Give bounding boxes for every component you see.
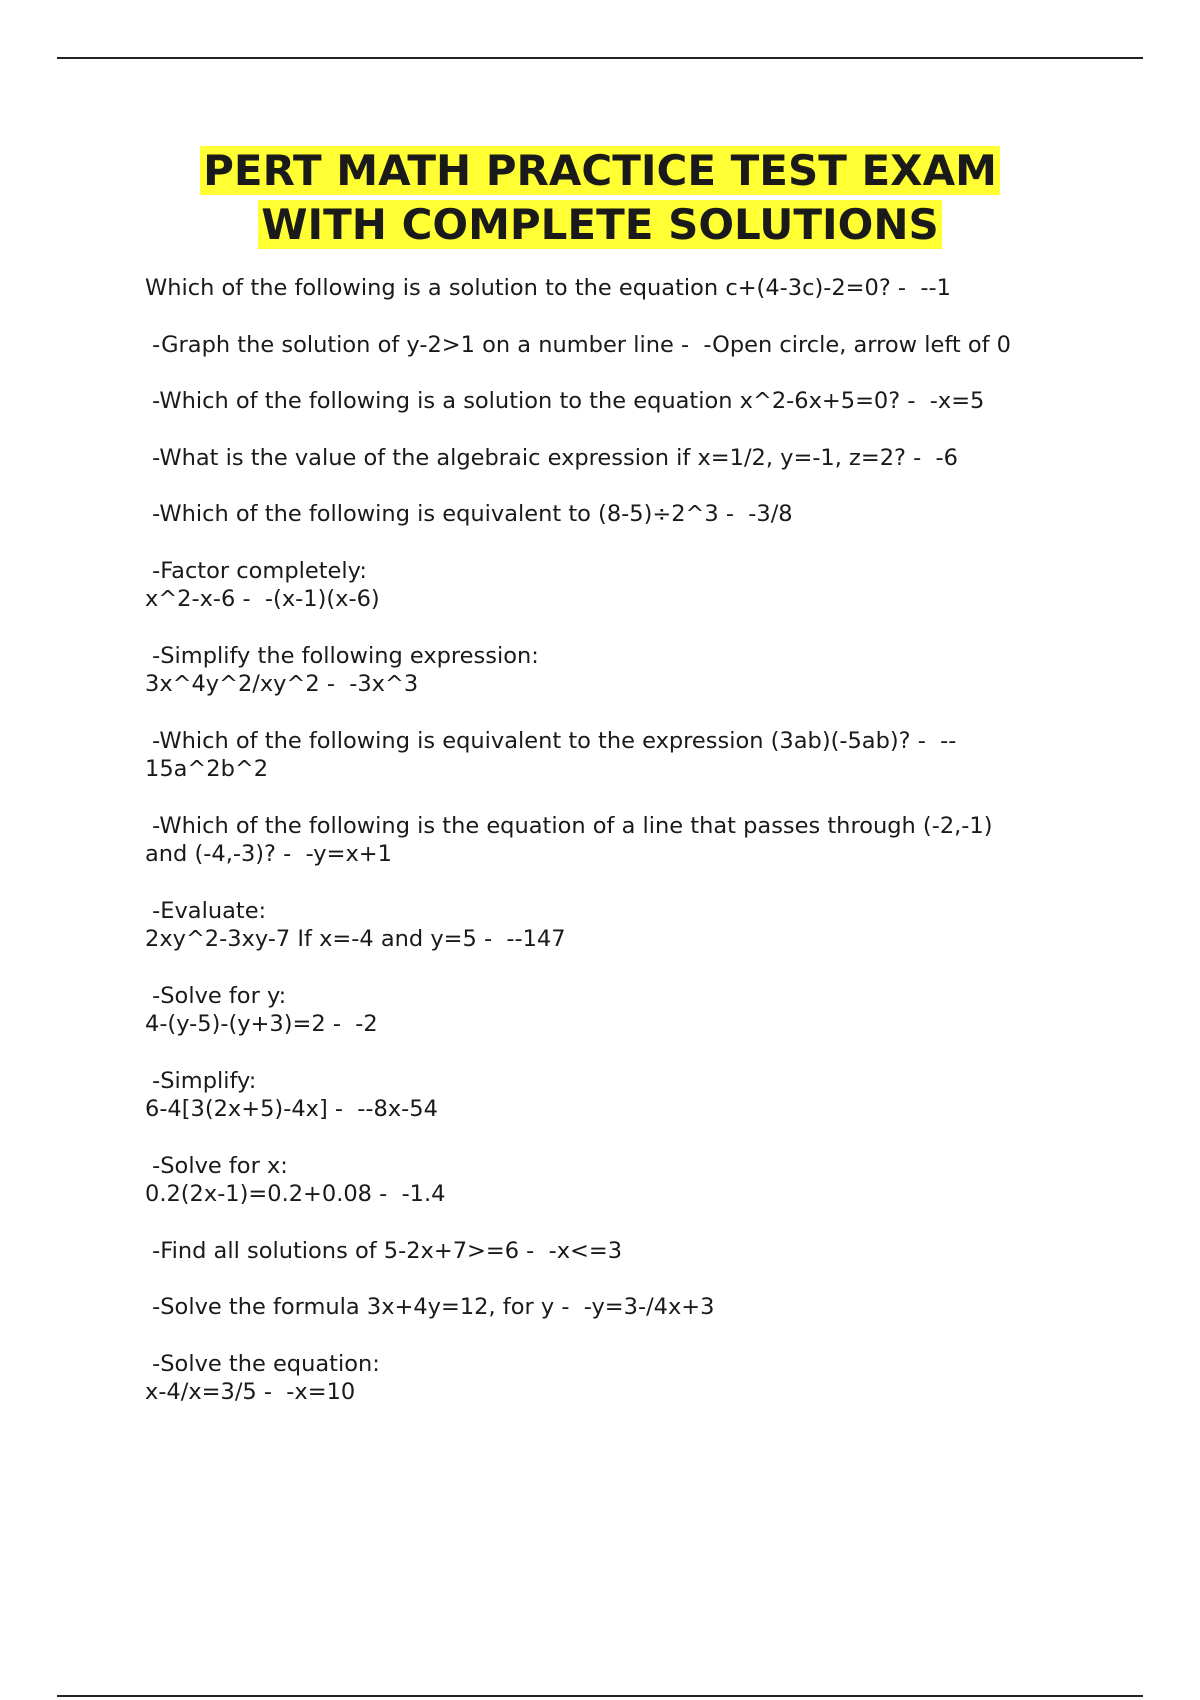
question-answer-16: -Solve the equation: x-4/x=3/5 - -x=10 xyxy=(145,1350,380,1405)
question-list xyxy=(145,274,1085,1435)
question-answer-9: -Which of the following is the equation of a line that passes through (-2,-1) and (-4,-3)? - -y=x+1 xyxy=(145,812,993,867)
question-answer-7: -Simplify the following expression: 3x^4y^2/xy^2 - -3x^3 xyxy=(145,642,539,697)
question-answer-10: -Evaluate: 2xy^2-3xy-7 If x=-4 and y=5 - --147 xyxy=(145,897,566,952)
title-line-1: PERT MATH PRACTICE TEST EXAM xyxy=(200,146,1000,195)
question-answer-13: -Solve for x: 0.2(2x-1)=0.2+0.08 - -1.4 xyxy=(145,1152,446,1207)
question-answer-5: -Which of the following is equivalent to (8-5)÷2^3 - -3/8 xyxy=(145,501,793,527)
question-answer-3: -Which of the following is a solution to the equation x^2-6x+5=0? - -x=5 xyxy=(145,388,985,414)
question-answer-4: -What is the value of the algebraic expression if x=1/2, y=-1, z=2? - -6 xyxy=(145,444,958,471)
question-answer-11: -Solve for y: 4-(y-5)-(y+3)=2 - -2 xyxy=(145,982,378,1037)
question-answer-2: -Graph the solution of y-2>1 on a number line - -Open circle, arrow left of 0 xyxy=(145,331,1011,358)
question-answer-12: -Simplify: 6-4[3(2x+5)-4x] - --8x-54 xyxy=(145,1067,438,1122)
title-line-2: WITH COMPLETE SOLUTIONS xyxy=(258,200,942,249)
document-title xyxy=(0,144,1200,252)
question-answer-8: -Which of the following is equivalent to the expression (3ab)(-5ab)? - -- 15a^2b^2 xyxy=(145,727,957,782)
question-answer-15: -Solve the formula 3x+4y=12, for y - -y=3-/4x+3 xyxy=(145,1294,715,1320)
question-answer-1: Which of the following is a solution to the equation c+(4-3c)-2=0? - --1 xyxy=(145,275,951,301)
bottom-rule xyxy=(57,1695,1143,1697)
question-answer-6: -Factor completely: x^2-x-6 - -(x-1)(x-6) xyxy=(145,557,380,612)
question-answer-14: -Find all solutions of 5-2x+7>=6 - -x<=3 xyxy=(145,1237,623,1264)
top-rule xyxy=(57,57,1143,59)
